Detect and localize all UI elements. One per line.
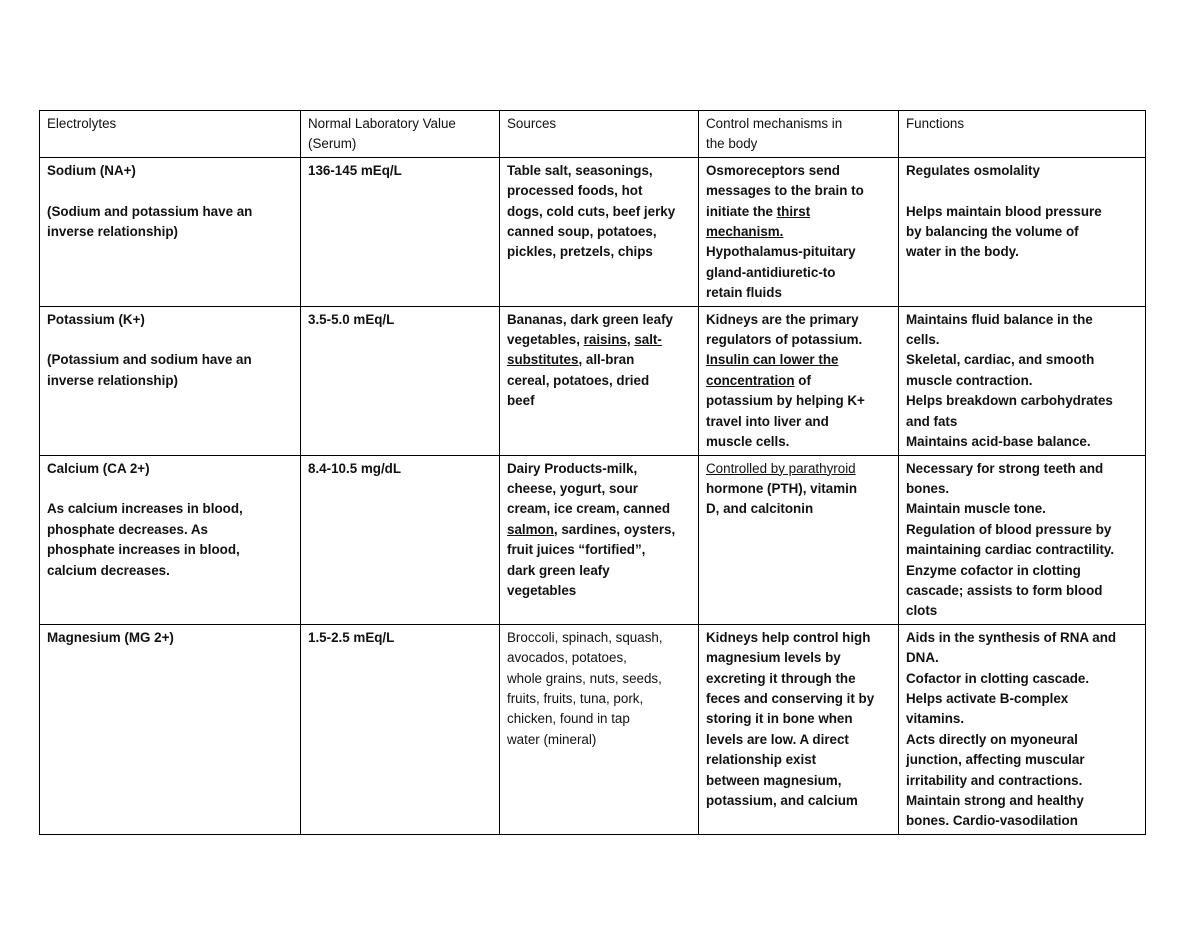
cell-line: Insulin can lower the (706, 352, 839, 368)
cell-line: Calcium (CA 2+) (47, 460, 150, 476)
header-sources (500, 111, 699, 158)
cell-line: messages to the brain to (706, 183, 864, 199)
table-header-row (40, 111, 1146, 158)
header-text: Normal Laboratory Value (308, 116, 456, 131)
cell-line: Maintains acid-base balance. (906, 434, 1091, 450)
line-gap (47, 181, 293, 201)
table-row (40, 624, 1146, 834)
cell-line: avocados, potatoes, (507, 650, 627, 666)
cell-line: magnesium levels by (706, 650, 841, 666)
cell-line: regulators of potassium. (706, 332, 863, 348)
cell-line: beef (507, 393, 535, 409)
cell-line: phosphate decreases. As (47, 521, 209, 537)
cell-line: Maintains fluid balance in the (906, 311, 1093, 327)
cell-line: bones. Cardio-vasodilation (906, 813, 1078, 829)
cell-control (699, 306, 899, 455)
cell-line: salmon, sardines, oysters, (507, 521, 676, 537)
cell-line: storing it in bone when (706, 711, 853, 727)
header-functions (899, 111, 1146, 158)
cell-line: As calcium increases in blood, (47, 501, 243, 517)
cell-line: levels are low. A direct (706, 731, 849, 747)
cell-line: D, and calcitonin (706, 501, 814, 517)
cell-line: 3.5-5.0 mEq/L (308, 311, 395, 327)
cell-line: Helps breakdown carbohydrates (906, 393, 1113, 409)
header-electrolytes (40, 111, 301, 158)
cell-line: Helps activate B-complex (906, 690, 1069, 706)
cell-line: calcium decreases. (47, 562, 170, 578)
header-text: the body (706, 136, 758, 152)
cell-sources (500, 306, 699, 455)
cell-value (301, 624, 500, 834)
header-text: (Serum) (308, 136, 357, 152)
table-row (40, 455, 1146, 624)
cell-line: (Potassium and sodium have an (47, 352, 252, 368)
cell-line: cereal, potatoes, dried (507, 372, 650, 388)
line-gap (906, 181, 1138, 201)
cell-line: clots (906, 603, 938, 619)
cell-line: Kidneys help control high (706, 629, 871, 645)
cell-line: Maintain strong and healthy (906, 793, 1084, 808)
cell-line: muscle cells. (706, 434, 790, 450)
cell-line: inverse relationship) (47, 372, 178, 388)
cell-value (301, 157, 500, 306)
cell-line: mechanism. (706, 224, 784, 240)
cell-functions (899, 455, 1146, 624)
cell-line: whole grains, nuts, seeds, (507, 670, 662, 686)
cell-line: maintaining cardiac contractility. (906, 542, 1115, 558)
cell-line: Kidneys are the primary (706, 311, 859, 327)
cell-line: retain fluids (706, 285, 782, 301)
header-control-mechanisms (699, 111, 899, 158)
cell-line: substitutes, all-bran (507, 352, 635, 368)
header-text: Functions (906, 116, 965, 131)
cell-line: travel into liver and (706, 413, 829, 429)
cell-line: Helps maintain blood pressure (906, 203, 1102, 219)
cell-line: potassium by helping K+ (706, 393, 865, 409)
header-text: Sources (507, 116, 557, 131)
cell-line: Bananas, dark green leafy (507, 311, 673, 327)
cell-control (699, 455, 899, 624)
cell-line: Potassium (K+) (47, 311, 145, 327)
cell-line: relationship exist (706, 752, 817, 768)
cell-line: fruits, fruits, tuna, pork, (507, 690, 644, 706)
cell-line: hormone (PTH), vitamin (706, 480, 858, 496)
cell-line: potassium, and calcium (706, 793, 858, 808)
cell-line: water in the body. (906, 244, 1019, 260)
cell-line: dogs, cold cuts, beef jerky (507, 203, 676, 219)
cell-line: irritability and contractions. (906, 772, 1083, 788)
cell-line: vegetables, raisins, salt- (507, 332, 662, 348)
cell-line: Controlled by parathyroid (706, 460, 856, 476)
cell-value (301, 455, 500, 624)
header-text: Control mechanisms in (706, 116, 843, 131)
cell-electrolyte (40, 157, 301, 306)
cell-line: pickles, pretzels, chips (507, 244, 653, 260)
cell-electrolyte (40, 624, 301, 834)
cell-line: initiate the thirst (706, 203, 811, 219)
cell-line: 8.4-10.5 mg/dL (308, 460, 402, 476)
cell-sources (500, 455, 699, 624)
cell-line: Aids in the synthesis of RNA and (906, 629, 1117, 645)
cell-line: by balancing the volume of (906, 224, 1079, 240)
cell-line: gland-antidiuretic-to (706, 264, 836, 280)
document-page (39, 110, 1145, 835)
cell-line: vegetables (507, 582, 577, 598)
cell-line: inverse relationship) (47, 224, 178, 240)
cell-line: Hypothalamus-pituitary (706, 244, 856, 260)
cell-line: Dairy Products-milk, (507, 460, 638, 476)
cell-electrolyte (40, 455, 301, 624)
line-gap (47, 330, 293, 350)
cell-line: Magnesium (MG 2+) (47, 629, 174, 645)
cell-line: Acts directly on myoneural (906, 731, 1078, 747)
table-row (40, 157, 1146, 306)
cell-line: muscle contraction. (906, 372, 1033, 388)
cell-sources (500, 624, 699, 834)
cell-value (301, 306, 500, 455)
cell-line: chicken, found in tap (507, 711, 630, 727)
cell-line: (Sodium and potassium have an (47, 203, 253, 219)
cell-line: canned soup, potatoes, (507, 224, 657, 240)
cell-line: cheese, yogurt, sour (507, 480, 638, 496)
cell-line: DNA. (906, 650, 939, 666)
cell-line: 136-145 mEq/L (308, 162, 402, 178)
cell-line: Osmoreceptors send (706, 162, 840, 178)
cell-electrolyte (40, 306, 301, 455)
cell-line: and fats (906, 413, 958, 429)
electrolytes-table (39, 110, 1146, 835)
cell-line: Table salt, seasonings, (507, 162, 653, 178)
header-normal-value (301, 111, 500, 158)
cell-line: Skeletal, cardiac, and smooth (906, 352, 1095, 368)
cell-line: cascade; assists to form blood (906, 582, 1103, 598)
cell-functions (899, 306, 1146, 455)
cell-functions (899, 157, 1146, 306)
cell-line: water (mineral) (507, 731, 597, 747)
cell-line: junction, affecting muscular (906, 752, 1085, 768)
cell-functions (899, 624, 1146, 834)
cell-line: Sodium (NA+) (47, 162, 136, 178)
cell-sources (500, 157, 699, 306)
table-body (40, 157, 1146, 834)
cell-line: Broccoli, spinach, squash, (507, 629, 663, 645)
cell-line: dark green leafy (507, 562, 610, 578)
cell-line: processed foods, hot (507, 183, 643, 199)
cell-line: 1.5-2.5 mEq/L (308, 629, 395, 645)
cell-line: Maintain muscle tone. (906, 501, 1046, 517)
cell-line: concentration of (706, 372, 811, 388)
cell-line: phosphate increases in blood, (47, 542, 240, 558)
header-text: Electrolytes (47, 116, 117, 131)
cell-control (699, 624, 899, 834)
cell-line: feces and conserving it by (706, 690, 875, 706)
cell-line: vitamins. (906, 711, 965, 727)
cell-line: Cofactor in clotting cascade. (906, 670, 1090, 686)
cell-line: bones. (906, 480, 950, 496)
cell-line: between magnesium, (706, 772, 842, 788)
cell-line: cells. (906, 332, 940, 348)
cell-line: Necessary for strong teeth and (906, 460, 1104, 476)
line-gap (47, 479, 293, 499)
cell-line: excreting it through the (706, 670, 856, 686)
cell-line: fruit juices “fortified”, (507, 542, 646, 558)
cell-control (699, 157, 899, 306)
table-row (40, 306, 1146, 455)
cell-line: Regulates osmolality (906, 162, 1040, 178)
cell-line: Enzyme cofactor in clotting (906, 562, 1081, 578)
cell-line: cream, ice cream, canned (507, 501, 671, 517)
cell-line: Regulation of blood pressure by (906, 521, 1112, 537)
